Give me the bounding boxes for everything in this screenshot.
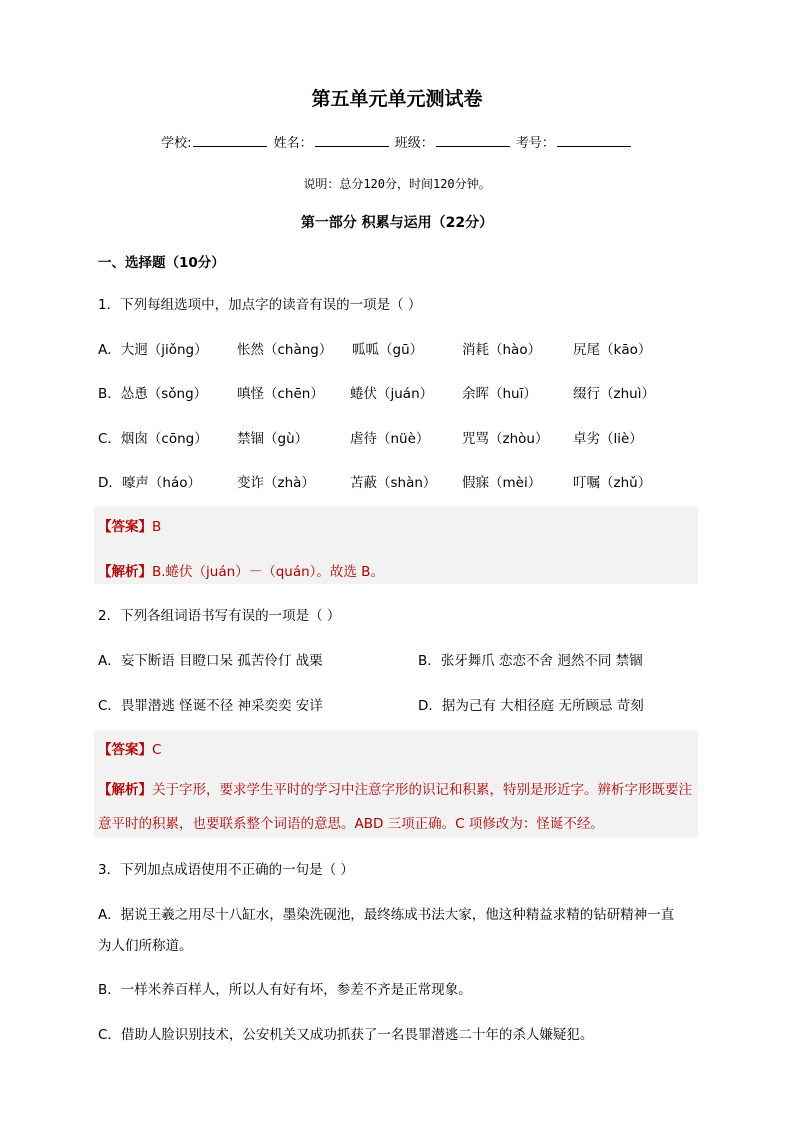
answer-tag: 【答案】 xyxy=(98,519,152,535)
name-label: 姓名： xyxy=(273,136,313,151)
q1-d-item: 变诈（zhà） xyxy=(237,475,315,491)
q1-c-item: 禁锢（gù） xyxy=(237,431,309,447)
answer-value: B xyxy=(152,519,162,535)
school-blank[interactable] xyxy=(193,133,267,147)
q1-a-item: 呱呱（gū） xyxy=(352,342,424,358)
q3-option-a-line2: 为人们所称道。 xyxy=(98,938,193,954)
q1-c-item: 咒骂（zhòu） xyxy=(462,431,549,447)
page-title: 第五单元单元测试卷 xyxy=(311,88,483,110)
q1-b-item: 余晖（huī） xyxy=(462,386,537,402)
number-label: 考号： xyxy=(515,136,555,151)
q1-c-item: C．烟囱（cōng） xyxy=(98,431,208,447)
q2-answer xyxy=(98,738,161,758)
section-heading: 一、选择题（10分） xyxy=(98,255,225,271)
q1-c-item: 卓劣（liè） xyxy=(573,431,643,447)
q1-a-item: A．大迥（jiǒng） xyxy=(98,342,208,358)
q1-a-item: 消耗（hào） xyxy=(462,342,542,358)
q1-b-item: 蜷伏（juán） xyxy=(350,386,434,402)
part-heading: 第一部分 积累与运用（22分） xyxy=(300,215,494,231)
q1-d-item: D．嚎声（háo） xyxy=(98,475,201,491)
q1-analysis xyxy=(98,560,384,580)
name-blank[interactable] xyxy=(315,133,389,147)
school-label: 学校: xyxy=(161,136,192,151)
q1-d-item: 苫蔽（shàn） xyxy=(350,475,437,491)
q1-d-item: 假寐（mèi） xyxy=(462,475,542,491)
q1-c-item: 虐待（nüè） xyxy=(350,431,430,447)
answer-tag: 【答案】 xyxy=(98,742,152,758)
q1-a-item: 尻尾（kāo） xyxy=(573,342,652,358)
number-blank[interactable] xyxy=(557,133,631,147)
analysis-tag: 【解析】 xyxy=(98,782,152,798)
q1-b-item: 缀行（zhuì） xyxy=(573,386,655,402)
q1-stem: 1．下列每组选项中，加点字的读音有误的一项是（ ） xyxy=(98,297,422,313)
q1-a-item: 怅然（chàng） xyxy=(237,342,333,358)
q1-b-item: 嗔怪（chēn） xyxy=(237,386,324,402)
q3-option-b: B．一样米养百样人，所以人有好有坏，参差不齐是正常现象。 xyxy=(98,982,472,998)
q2-option-d: D．据为己有 大相径庭 无所顾忌 苛刻 xyxy=(418,698,644,714)
q1-answer xyxy=(98,515,161,535)
q3-option-c: C．借助人脸识别技术，公安机关又成功抓获了一名畏罪潜逃二十年的杀人嫌疑犯。 xyxy=(98,1027,594,1043)
analysis-text: B.蜷伏（juán）－（quán）。故选 B。 xyxy=(152,564,384,580)
analysis-text: 关于字形，要求学生平时的学习中注意字形的识记和积累，特别是形近字。辨析字形既要注意平时的积累，也要联系整个词语的意思。ABD 三项正确。C 项修改为：怪诞不经。 xyxy=(98,782,692,832)
student-info-line xyxy=(0,132,794,151)
class-blank[interactable] xyxy=(436,133,510,147)
class-label: 班级： xyxy=(394,136,434,151)
q2-option-c: C．畏罪潜逃 怪诞不径 神采奕奕 安详 xyxy=(98,698,323,714)
answer-value: C xyxy=(152,742,162,758)
analysis-tag: 【解析】 xyxy=(98,564,152,580)
q2-option-b: B．张牙舞爪 恋恋不舍 迥然不同 禁锢 xyxy=(418,653,643,669)
q2-stem: 2．下列各组词语书写有误的一项是（ ） xyxy=(98,608,341,624)
q2-analysis xyxy=(98,773,698,841)
q3-stem: 3．下列加点成语使用不正确的一句是（ ） xyxy=(98,862,354,878)
exam-note: 说明：总分120分，时间120分钟。 xyxy=(303,177,491,191)
q3-option-a-line1: A．据说王羲之用尽十八缸水，墨染洗砚池，最终练成书法大家，他这种精益求精的钻研精神一直 xyxy=(98,907,675,923)
q1-b-item: B．怂恿（sǒng） xyxy=(98,386,208,402)
q1-d-item: 叮嘱（zhǔ） xyxy=(573,475,652,491)
q2-option-a: A．妄下断语 目瞪口呆 孤苦伶仃 战栗 xyxy=(98,653,323,669)
